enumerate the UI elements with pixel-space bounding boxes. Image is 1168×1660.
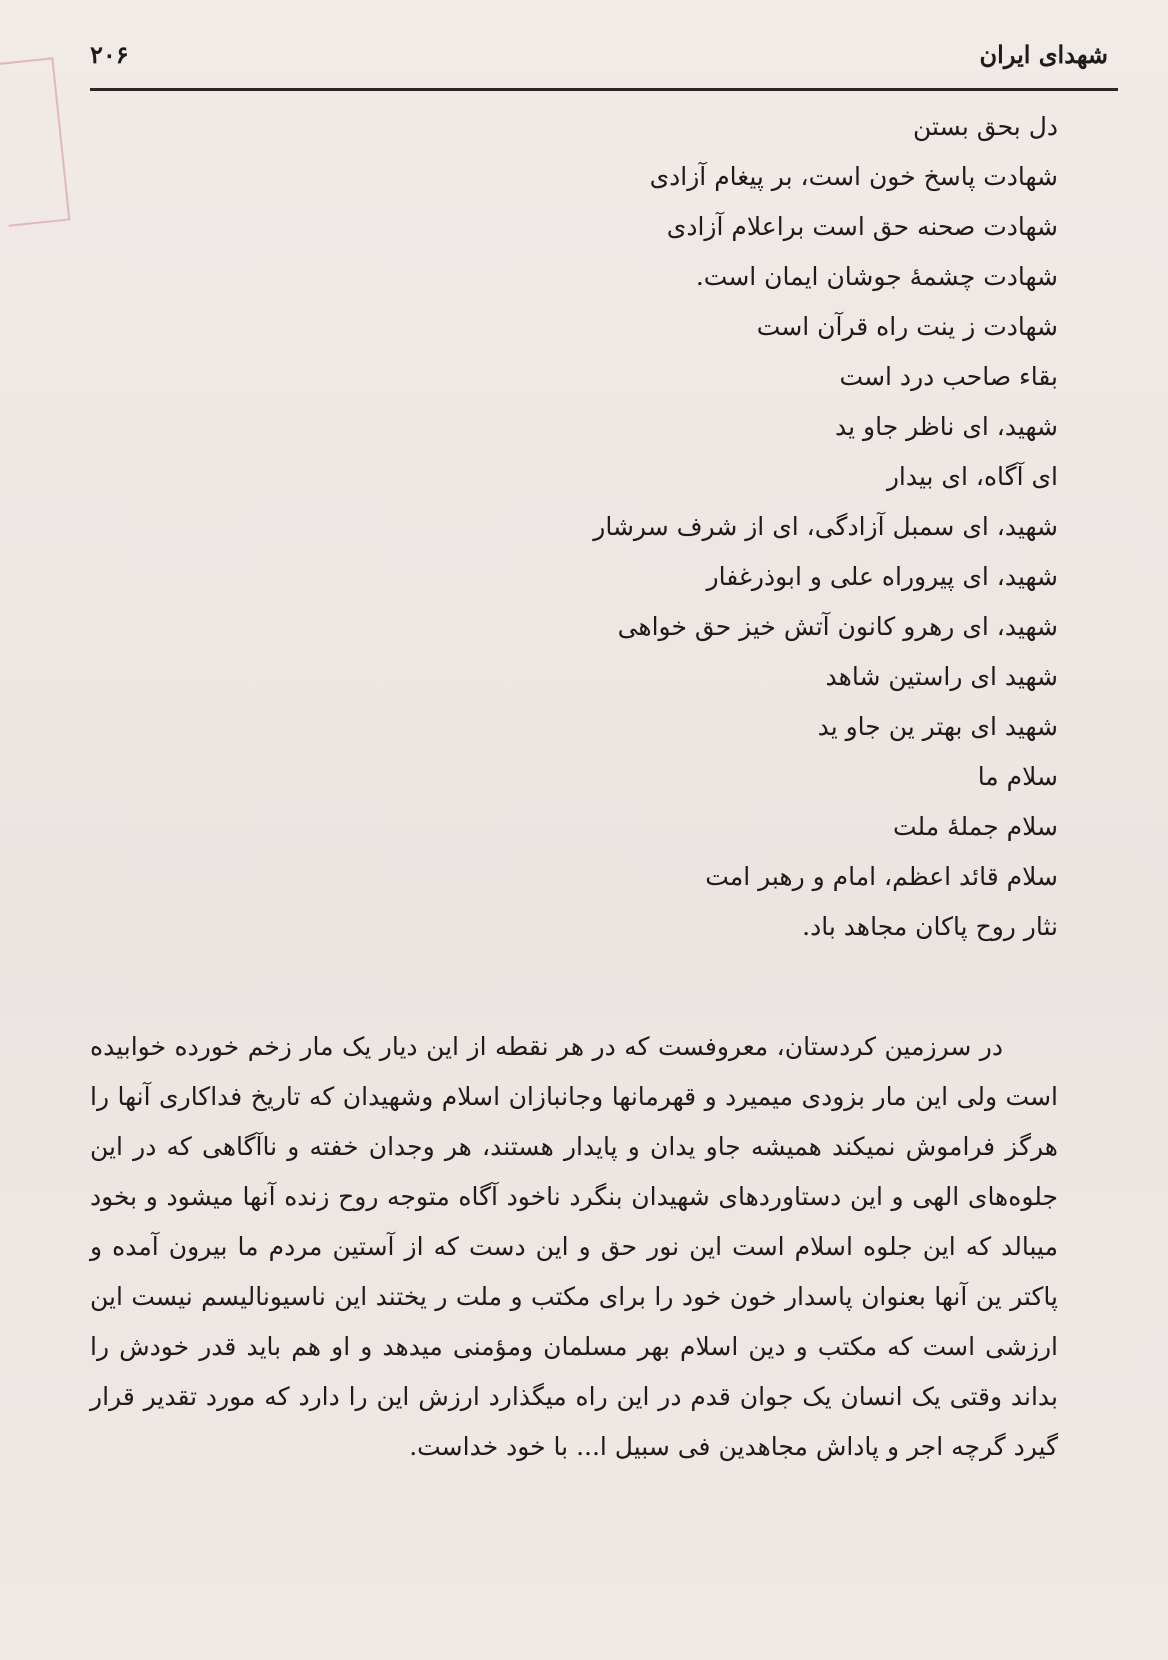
poem-line: شهادت صحنه حق است براعلام آزادی [666,212,1058,241]
poem-line: نثار روح پاکان مجاهد باد. [802,912,1058,941]
header-rule [90,88,1118,91]
poem-line: بقاء صاحب درد است [839,362,1058,391]
body-paragraph: در سرزمین کردستان، معروفست که در هر نقطه از این دیار یک مار زخم خورده خوابیده است ولی این مار بزودی میمیرد و قهرمانها وجانبازان اسلام وشهیدان که تاریخ فداکاری آنها را هرگز فراموش نمیکند همیشه جاو یدان و پایدار هستند، هر وجدان خفته و ناآگاهی که در این جلوه‌های الهی و این دستاوردهای شهیدان بنگرد ناخود آگاه متوجه روح زنده آنها میشود و بخود میبالد که این جلوه اسلام است این نور حق و این دست که از آستین مردم ما بیرون آمده و پاکتر ین آنها بعنوان پاسدار خون خود را برای مکتب و ملت ر یختند این ناسیونالیسم نیست این ارزشی است که مکتب و دین اسلام بهر مسلمان ومؤمنی میدهد و او هم باید قدر خودش را بداند وقتی یک انسان یک جوان قدم در این راه میگذارد ارزش این را دارد که مورد تقدیر قرار گیرد گرچه اجر و پاداش مجاهدین فی سبیل ا... با خود خداست. [90,1032,1058,1461]
running-title: شهدای ایران [979,40,1108,69]
poem-line: سلام ما [977,762,1058,791]
poem-block [98,102,1058,952]
poem-line: شهید ای راستین شاهد [825,662,1058,691]
poem-line: شهادت پاسخ خون است، بر پیغام آزادی [649,162,1058,191]
stamp-mark [0,57,70,227]
prose-block [90,1022,1058,1472]
poem-line: شهید ای بهتر ین جاو ید [817,712,1058,741]
poem-line: شهادت چشمهٔ جوشان ایمان است. [695,262,1058,291]
poem-line: شهید، ای سمبل آزادگی، ای از شرف سرشار [593,512,1058,541]
poem-line: شهادت ز ینت راه قرآن است [756,312,1058,341]
poem-line: سلام قائد اعظم، امام و رهبر امت [705,862,1058,891]
poem-line: شهید، ای رهرو کانون آتش خیز حق خواهی [617,612,1058,641]
poem-line: دل بحق بستن [913,112,1058,141]
poem-line: شهید، ای پیروراه علی و ابوذرغفار [706,562,1058,591]
poem-line: سلام جملهٔ ملت [892,812,1058,841]
poem-line: شهید، ای ناظر جاو ید [835,412,1058,441]
poem-line: ای آگاه، ای بیدار [886,462,1058,491]
page-number: ۲۰۶ [90,40,129,69]
page-header [90,40,1108,80]
